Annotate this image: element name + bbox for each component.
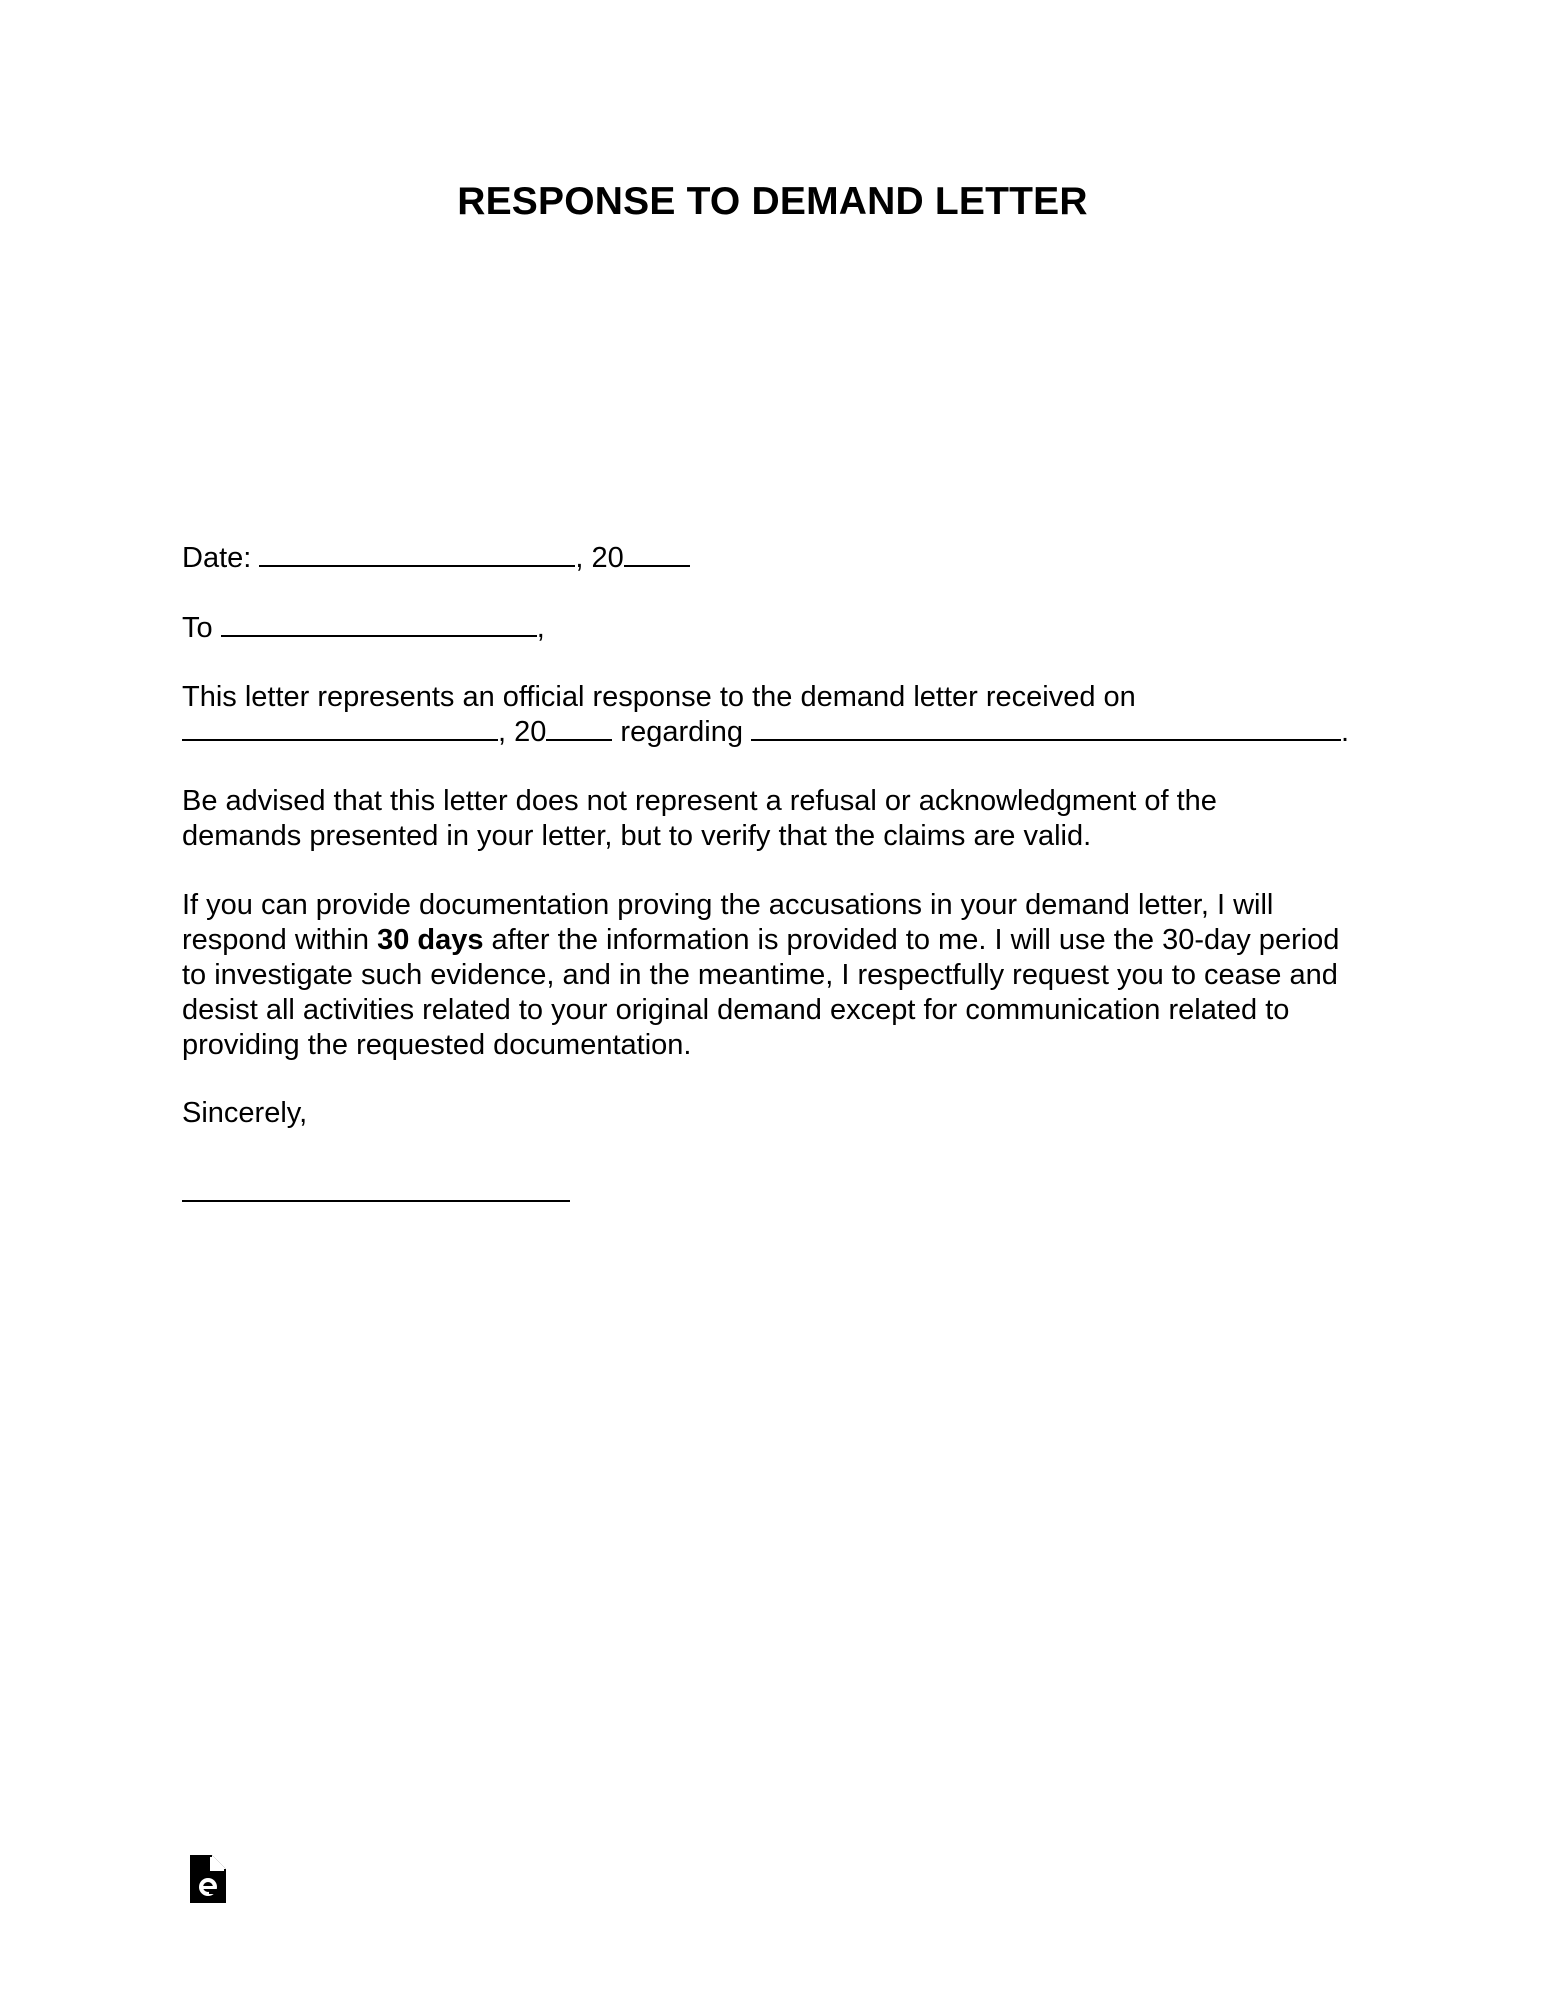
para1-end: . xyxy=(1341,716,1350,748)
para3-after: after the information is provided to me. I will use the 30-day period to investigate such evidence, and in the meantime, I respectfully request you to cease and desist all activities related to your original demand except for communication related to providing the requested documentation. xyxy=(182,924,1340,1061)
document-title: RESPONSE TO DEMAND LETTER xyxy=(457,180,1088,223)
received-year-label: , 20 xyxy=(498,716,547,748)
date-line xyxy=(182,540,690,576)
closing: Sincerely, xyxy=(182,1097,308,1129)
para1-line1: This letter represents an official response to the demand letter received on xyxy=(182,681,1136,713)
received-date-blank[interactable] xyxy=(182,714,498,741)
para3-bold: 30 days xyxy=(377,924,484,956)
to-label: To xyxy=(182,612,213,644)
date-year-label: , 20 xyxy=(575,542,624,574)
signature-line[interactable] xyxy=(182,1200,570,1202)
eforms-logo-icon xyxy=(190,1855,226,1903)
para3 xyxy=(182,888,1357,1063)
date-blank[interactable] xyxy=(259,540,575,567)
para1-line2 xyxy=(182,714,1349,750)
para3-before: If you can provide documentation proving the accusations in your demand letter, I will respond within xyxy=(182,889,1274,956)
para3-text xyxy=(182,888,1357,1063)
date-year-blank[interactable] xyxy=(624,540,690,567)
regarding-blank[interactable] xyxy=(751,714,1341,741)
to-blank[interactable] xyxy=(221,610,537,637)
to-suffix: , xyxy=(536,612,545,644)
received-year-blank[interactable] xyxy=(546,714,612,741)
date-label: Date: xyxy=(182,542,252,574)
para2-text: Be advised that this letter does not represent a refusal or acknowledgment of the demands presented in your letter, but to verify that the claims are valid. xyxy=(182,785,1217,852)
regarding-label: regarding xyxy=(612,716,752,748)
to-line xyxy=(182,610,545,646)
para2 xyxy=(182,784,1302,854)
